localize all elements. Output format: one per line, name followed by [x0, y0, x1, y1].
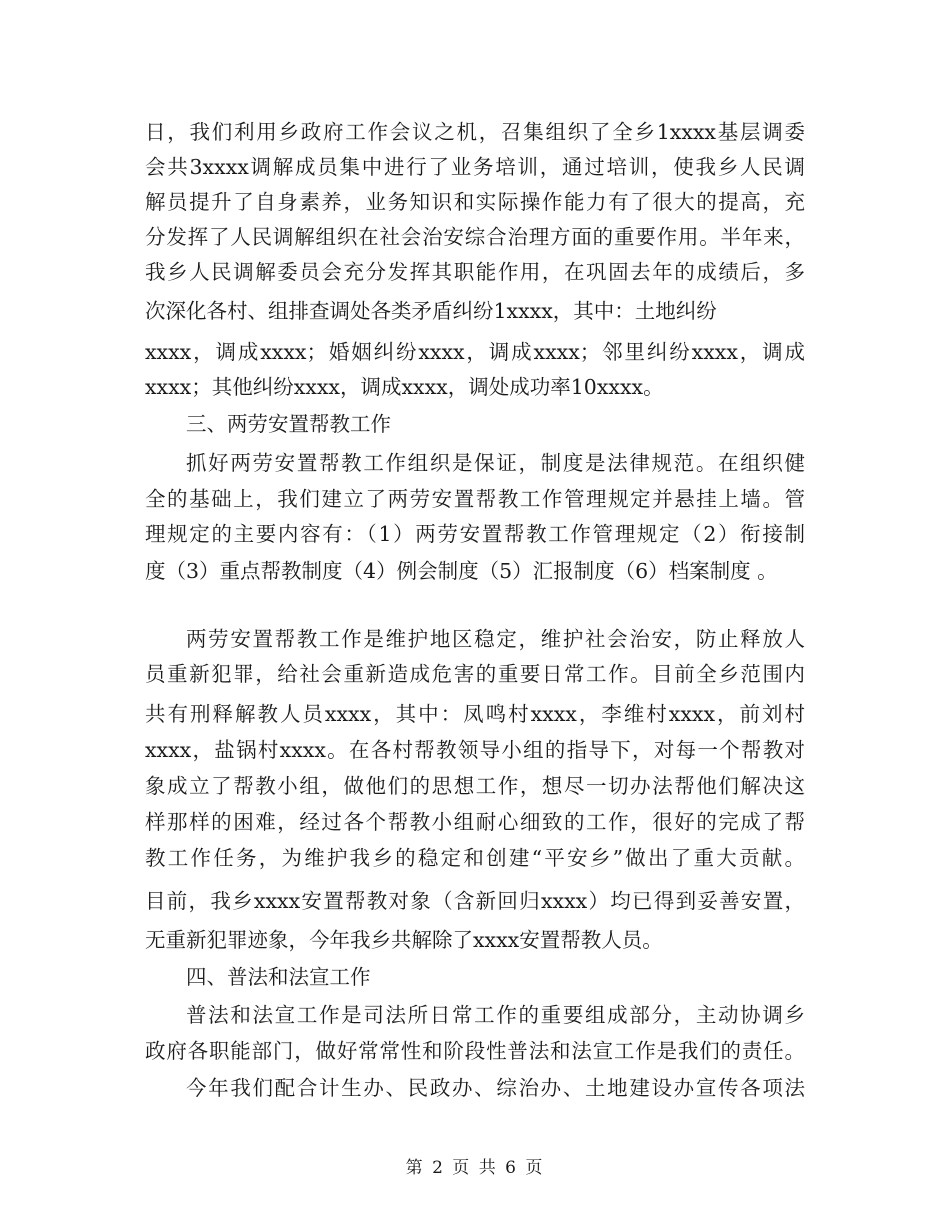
text-line: 抓好两劳安置帮教工作组织是保证，制度是法律规范。在组织健 — [186, 451, 805, 475]
text-line: 全的基础上，我们建立了两劳安置帮教工作管理规定并悬挂上墙。管 — [145, 487, 805, 511]
section-heading: 四、普法和法宣工作 — [186, 965, 371, 989]
text-line: 两劳安置帮教工作是维护地区稳定，维护社会治安，防止释放人 — [186, 627, 805, 651]
text-line: 日，我们利用乡政府工作会议之机，召集组织了全乡1xxxx基层调委 — [145, 120, 805, 144]
text-line: 次深化各村、组排查调处各类矛盾纠纷1xxxx，其中：土地纠纷 — [145, 299, 717, 323]
text-line: xxxx，调成xxxx；婚姻纠纷xxxx，调成xxxx；邻里纠纷xxxx，调成 — [145, 340, 805, 364]
text-line: 理规定的主要内容有：（1）两劳安置帮教工作管理规定（2）衔接制 — [145, 522, 805, 546]
text-line: 普法和法宣工作是司法所日常工作的重要组成部分，主动协调乡 — [186, 1003, 805, 1027]
text-line: 度（3）重点帮教制度（4）例会制度（5）汇报制度（6）档案制度 。 — [145, 559, 778, 583]
text-line: 目前，我乡xxxx安置帮教对象（含新回归xxxx）均已得到妥善安置， — [145, 889, 805, 913]
text-line: 我乡人民调解委员会充分发挥其职能作用，在巩固去年的成绩后，多 — [145, 260, 805, 284]
text-line: 今年我们配合计生办、民政办、综治办、土地建设办宣传各项法 — [186, 1076, 805, 1100]
text-line: 象成立了帮教小组，做他们的思想工作，想尽一切办法帮他们解决这 — [145, 774, 805, 798]
text-line: 员重新犯罪，给社会重新造成危害的重要日常工作。目前全乡范围内 — [145, 662, 805, 686]
text-line: 样那样的困难，经过各个帮教小组耐心细致的工作，很好的完成了帮 — [145, 810, 805, 834]
text-line: xxxx；其他纠纷xxxx，调成xxxx，调处成功率10xxxx。 — [145, 375, 664, 399]
text-line: 解员提升了自身素养，业务知识和实际操作能力有了很大的提高，充 — [145, 190, 805, 214]
text-line: 教工作任务，为维护我乡的稳定和创建“平安乡”做出了重大贡献。 — [145, 846, 805, 870]
text-line: xxxx，盐锅村xxxx。在各村帮教领导小组的指导下，对每一个帮教对 — [145, 738, 805, 762]
text-line: 政府各职能部门，做好常常性和阶段性普法和法宣工作是我们的责任。 — [145, 1039, 805, 1063]
text-line: 共有刑释解教人员xxxx，其中：凤鸣村xxxx，李维村xxxx，前刘村 — [145, 702, 805, 726]
section-heading: 三、两劳安置帮教工作 — [186, 412, 391, 436]
text-line: 分发挥了人民调解组织在社会治安综合治理方面的重要作用。半年来， — [145, 225, 805, 249]
text-line: 会共3xxxx调解成员集中进行了业务培训，通过培训，使我乡人民调 — [145, 155, 805, 179]
page-footer: 第 2 页 共 6 页 — [405, 1158, 545, 1178]
text-line: 无重新犯罪迹象，今年我乡共解除了xxxx安置帮教人员。 — [145, 928, 663, 952]
